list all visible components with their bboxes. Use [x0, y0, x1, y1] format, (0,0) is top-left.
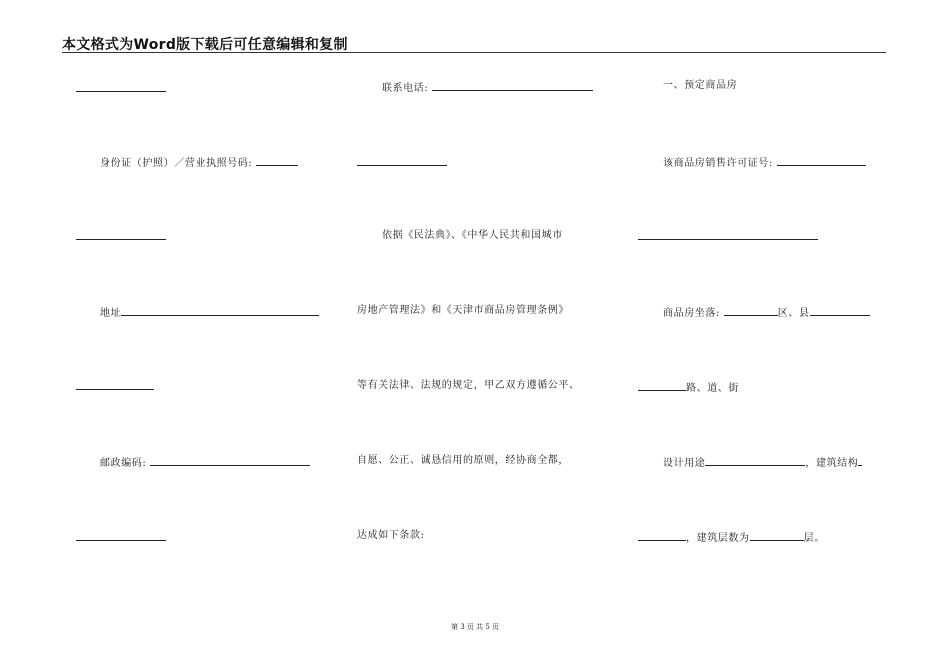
blank-line [76, 389, 154, 390]
structure-blank [858, 455, 862, 466]
id-number-label: 身份证（护照）／营业执照号码: [100, 158, 253, 169]
road-blank [638, 380, 686, 391]
address-field [100, 305, 319, 320]
usage-blank [705, 455, 805, 466]
district-text: 区、县 [777, 308, 810, 319]
floors-blank [750, 530, 804, 541]
section-title: 一、预定商品房 [663, 80, 738, 91]
blank-line [76, 91, 166, 92]
location-field [663, 305, 870, 320]
usage-label: 设计用途 [663, 458, 706, 469]
structure-cont-blank [638, 530, 686, 541]
id-number-blank [256, 155, 298, 166]
postcode-field [100, 455, 310, 470]
phone-blank [432, 80, 593, 91]
blank-line [76, 239, 166, 240]
road-text: 路、道、街 [686, 383, 739, 394]
location-label: 商品房坐落: [663, 308, 720, 319]
postcode-blank [150, 455, 310, 466]
permit-blank [777, 155, 866, 166]
phone-field [382, 80, 593, 95]
paragraph-line: 达成如下条款: [357, 530, 425, 541]
phone-label: 联系电话: [382, 83, 429, 94]
structure-text: ，建筑结构 [805, 458, 859, 469]
paragraph-line: 等有关法律、法规的规定，甲乙双方遵循公平、 [357, 380, 580, 391]
usage-field [663, 455, 862, 470]
road-field [638, 380, 739, 395]
id-number-field [100, 155, 298, 170]
blank-line [357, 165, 447, 166]
paragraph-line: 自愿、公正、诚恳信用的原则，经协商全都， [357, 455, 569, 466]
location-county-blank [810, 305, 870, 316]
floors-field [638, 530, 825, 545]
address-label: 地址 [100, 308, 122, 319]
blank-line [76, 540, 166, 541]
floors-text: ，建筑层数为 [686, 533, 750, 544]
header-divider [62, 52, 886, 53]
permit-field [663, 155, 866, 170]
document-header-title: 本文格式为Word版下载后可任意编辑和复制 [62, 37, 348, 53]
permit-label: 该商品房销售许可证号: [663, 158, 773, 169]
postcode-label: 邮政编码: [100, 458, 147, 469]
blank-line [638, 239, 818, 240]
address-blank [121, 305, 319, 316]
paragraph-line: 房地产管理法》和《天津市商品房管理条例》 [357, 305, 569, 316]
paragraph-line: 依据《民法典》、《中华人民共和国城市 [382, 230, 563, 241]
page-footer: 第 3 页 共 5 页 [450, 623, 500, 631]
location-district-blank [724, 305, 778, 316]
floors-suffix: 层。 [803, 533, 825, 544]
